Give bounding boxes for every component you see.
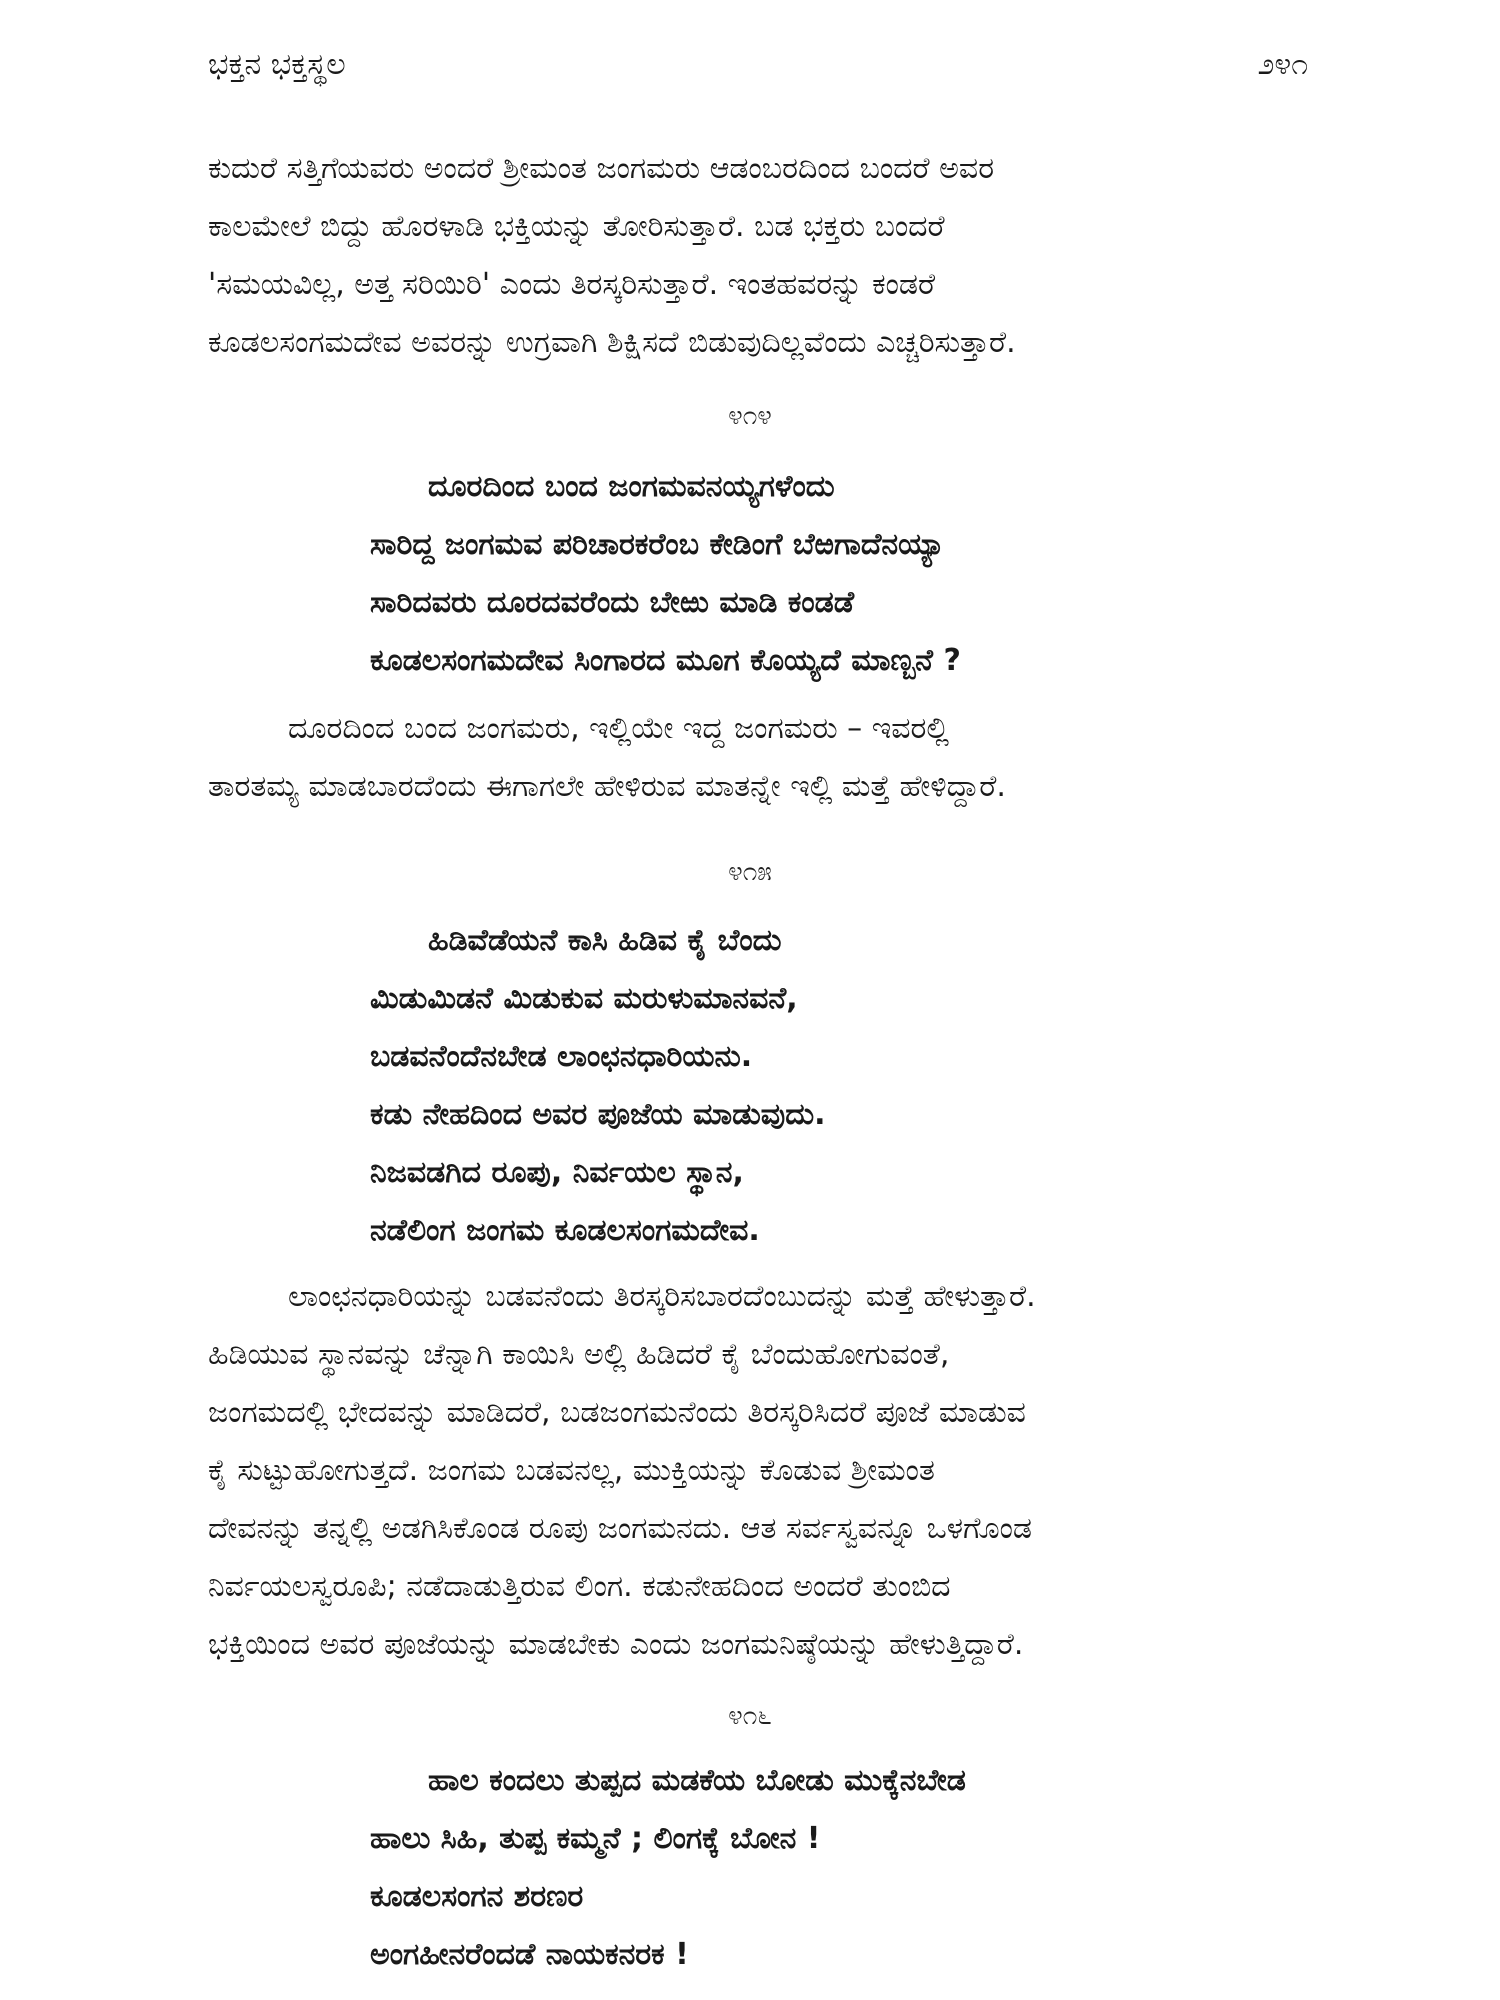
verse-line: ನಿಜವಡಗಿದ ರೂಪು, ನಿರ್ವಯಲ ಸ್ಥಾನ, xyxy=(370,1155,744,1190)
verse-line: ಬಡವನೆಂದೆನಬೇಡ ಲಾಂಛನಧಾರಿಯನು. xyxy=(370,1039,753,1074)
paragraph-1 xyxy=(208,140,1302,372)
paragraph-line: ಹಿಡಿಯುವ ಸ್ಥಾನವನ್ನು ಚೆನ್ನಾಗಿ ಕಾಯಿಸಿ ಅಲ್ಲಿ ಹಿಡಿದರೆ ಕೈ ಬೆಂದುಹೋಗುವಂತೆ, xyxy=(208,1337,950,1372)
verse-line: ಅಂಗಹೀನರೆಂದಡೆ ನಾಯಕನರಕ ! xyxy=(370,1937,689,1972)
vachana-number: ೪೧೪ xyxy=(728,401,772,431)
paragraph-line: ಕಾಲಮೇಲೆ ಬಿದ್ದು ಹೊರಳಾಡಿ ಭಕ್ತಿಯನ್ನು ತೋರಿಸುತ್ತಾರೆ. ಬಡ ಭಕ್ತರು ಬಂದರೆ xyxy=(208,209,945,244)
paragraph-line: ಕೂಡಲಸಂಗಮದೇವ ಅವರನ್ನು ಉಗ್ರವಾಗಿ ಶಿಕ್ಷಿಸದೆ ಬಿಡುವುದಿಲ್ಲವೆಂದು ಎಚ್ಚರಿಸುತ್ತಾರೆ. xyxy=(208,325,1016,360)
vachana-verse-3 xyxy=(370,1752,966,1984)
verse-line: ಹಾಲು ಸಿಹಿ, ತುಪ್ಪ ಕಮ್ಮನೆ ; ಲಿಂಗಕ್ಕೆ ಬೋನ ! xyxy=(370,1821,821,1856)
verse-line: ಕೂಡಲಸಂಗನ ಶರಣರ xyxy=(370,1879,584,1914)
vachana-number: ೪೧೬ xyxy=(728,1701,772,1731)
paragraph-2 xyxy=(208,700,1302,816)
verse-line: ಹಾಲ ಕಂದಲು ತುಪ್ಪದ ಮಡಕೆಯ ಬೋಡು ಮುಕ್ಕೆನಬೇಡ xyxy=(428,1763,966,1798)
page-header xyxy=(208,40,1308,90)
paragraph-line: ಜಂಗಮದಲ್ಲಿ ಭೇದವನ್ನು ಮಾಡಿದರೆ, ಬಡಜಂಗಮನೆಂದು ತಿರಸ್ಕರಿಸಿದರೆ ಪೂಜೆ ಮಾಡುವ xyxy=(208,1395,1026,1430)
paragraph-3 xyxy=(208,1268,1302,1674)
verse-line: ಮಿಡುಮಿಡನೆ ಮಿಡುಕುವ ಮರುಳುಮಾನವನೆ, xyxy=(370,981,798,1016)
paragraph-line: 'ಸಮಯವಿಲ್ಲ, ಅತ್ತ ಸರಿಯಿರಿ' ಎಂದು ತಿರಸ್ಕರಿಸುತ್ತಾರೆ. ಇಂತಹವರನ್ನು ಕಂಡರೆ xyxy=(208,267,936,302)
paragraph-line: ದೂರದಿಂದ ಬಂದ ಜಂಗಮರು, ಇಲ್ಲಿಯೇ ಇದ್ದ ಜಂಗಮರು – ಇವರಲ್ಲಿ xyxy=(288,711,950,746)
verse-line: ದೂರದಿಂದ ಬಂದ ಜಂಗಮವನಯ್ಯಗಳೆಂದು xyxy=(428,469,835,504)
verse-line: ಸಾರಿದವರು ದೂರದವರೆಂದು ಬೇಱು ಮಾಡಿ ಕಂಡಡೆ xyxy=(370,585,855,620)
vachana-verse-1 xyxy=(370,458,961,690)
verse-line: ಸಾರಿದ್ದ ಜಂಗಮವ ಪರಿಚಾರಕರೆಂಬ ಕೇಡಿಂಗೆ ಬೆಱಗಾದೆನಯ್ಯಾ xyxy=(370,527,945,562)
paragraph-line: ಕೈ ಸುಟ್ಟುಹೋಗುತ್ತದೆ. ಜಂಗಮ ಬಡವನಲ್ಲ, ಮುಕ್ತಿಯನ್ನು ಕೊಡುವ ಶ್ರೀಮಂತ xyxy=(208,1453,935,1488)
running-title: ಭಕ್ತನ ಭಕ್ತಸ್ಥಲ xyxy=(208,47,346,82)
paragraph-line: ಲಾಂಛನಧಾರಿಯನ್ನು ಬಡವನೆಂದು ತಿರಸ್ಕರಿಸಬಾರದೆಂಬುದನ್ನು ಮತ್ತೆ ಹೇಳುತ್ತಾರೆ. xyxy=(288,1279,1036,1314)
paragraph-line: ದೇವನನ್ನು ತನ್ನಲ್ಲಿ ಅಡಗಿಸಿಕೊಂಡ ರೂಪು ಜಂಗಮನದು. ಆತ ಸರ್ವಸ್ವವನ್ನೂ ಒಳಗೊಂಡ xyxy=(208,1511,1033,1546)
verse-line: ನಡೆಲಿಂಗ ಜಂಗಮ ಕೂಡಲಸಂಗಮದೇವ. xyxy=(370,1213,760,1248)
verse-line: ಕೂಡಲಸಂಗಮದೇವ ಸಿಂಗಾರದ ಮೂಗ ಕೊಯ್ಯದೆ ಮಾಣ್ಬನೆ ? xyxy=(370,643,961,678)
verse-line: ಕಡು ನೇಹದಿಂದ ಅವರ ಪೂಜೆಯ ಮಾಡುವುದು. xyxy=(370,1097,826,1132)
vachana-number: ೪೧೫ xyxy=(728,857,772,887)
vachana-verse-2 xyxy=(370,912,826,1260)
paragraph-line: ಭಕ್ತಿಯಿಂದ ಅವರ ಪೂಜೆಯನ್ನು ಮಾಡಬೇಕು ಎಂದು ಜಂಗಮನಿಷ್ಠೆಯನ್ನು ಹೇಳುತ್ತಿದ್ದಾರೆ. xyxy=(208,1627,1024,1662)
verse-line: ಹಿಡಿವೆಡೆಯನೆ ಕಾಸಿ ಹಿಡಿವ ಕೈ ಬೆಂದು xyxy=(428,923,782,958)
paragraph-line: ಕುದುರೆ ಸತ್ತಿಗೆಯವರು ಅಂದರೆ ಶ್ರೀಮಂತ ಜಂಗಮರು ಆಡಂಬರದಿಂದ ಬಂದರೆ ಅವರ xyxy=(208,151,995,186)
paragraph-line: ತಾರತಮ್ಯ ಮಾಡಬಾರದೆಂದು ಈಗಾಗಲೇ ಹೇಳಿರುವ ಮಾತನ್ನೇ ಇಲ್ಲಿ ಮತ್ತೆ ಹೇಳಿದ್ದಾರೆ. xyxy=(208,769,1006,804)
page-number: ೨೪೧ xyxy=(1257,47,1308,82)
paragraph-line: ನಿರ್ವಯಲಸ್ವರೂಪಿ; ನಡೆದಾಡುತ್ತಿರುವ ಲಿಂಗ. ಕಡುನೇಹದಿಂದ ಅಂದರೆ ತುಂಬಿದ xyxy=(208,1569,951,1604)
